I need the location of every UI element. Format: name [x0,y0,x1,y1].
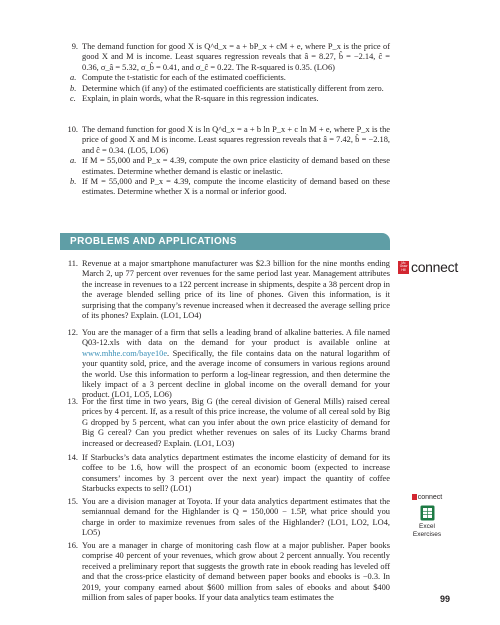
question-10 [60,125,390,198]
question-text: For the first time in two years, Big G (the cereal division of General Mills) raised cereal prices by 4 percent. If, as a result of this price increase, the volume of all cereal sold by Big G dropped by 5 percent, what can you infer about the own price elasticity of demand for Big G cereal? Can you predict whether revenues on sales of its Lucky Charms brand increased or decreased? Explain. (LO1, LO3) [82,397,390,448]
question-9 [60,42,390,104]
page-number: 99 [440,594,451,604]
question-text: The demand function for good X is ln Q^d_x = a + b ln P_x + c ln M + e, where P_x is the price of good X and M is income. Least squares regression reveals that â = 7.42, b̂ = −2.18, and ĉ = 0.34. (LO5, LO6) [82,125,390,155]
question-number: 15. [67,497,78,506]
section-banner [60,233,390,250]
question-16 [60,541,390,603]
question-text: If Starbucks’s data analytics department estimates the income elasticity of demand for its coffee to be 1.6, how will the prospect of an economic boom (expected to increase consumers’ incomes by 3 percent over the next year) impact the quantity of coffee Starbucks expects to sell? (LO1) [82,453,390,494]
question-13 [60,397,390,449]
subquestion-b: b. If M = 55,000 and P_x = 4.39, compute the income elasticity of demand based on these estimates. Determine whether X is a normal or inferior good. [70,177,390,197]
question-text: The demand function for good X is Q^d_x = a + bP_x + cM + e, where P_x is the price of good X and M is income. Least squares regression reveals that â = 8.27, b̂ = −2.14, ĉ = 0.36, σ_â = 5.32, σ_b̂ = 0.41, and σ_ĉ = 0.22. The R-squared is 0.35. (LO6) [82,42,390,72]
subquestion-c: c. Explain, in plain words, what the R-square in this regression indicates. [70,94,319,104]
question-number: 9. [71,42,78,51]
question-number: 11. [67,259,78,268]
question-text: Revenue at a major smartphone manufacturer was $2.3 billion for the nine months ending March 2, up 77 percent over revenues for the same period last year. Management attributes the increase in revenues to a 122 percent increase in shipments, despite a 38 percent drop in the average blended selling price of its line of phones. Given this information, is it surprising that the company’s revenue increased when it decreased the average selling price of its phones? Explain. (LO1, LO4) [82,259,390,321]
excel-label-line1: Excel [419,523,435,530]
question-12 [60,328,390,401]
connect-wordmark: connect [411,259,458,275]
connect-mini-logo: connect [402,494,452,502]
mcgraw-hill-icon: Mc Graw Hill [398,261,409,274]
section-title: PROBLEMS AND APPLICATIONS [70,236,237,247]
question-14 [60,453,390,495]
question-text: You are a division manager at Toyota. If your data analytics department estimates that the semiannual demand for the Highlander is Q = 150,000 − 1.5P, what price should you charge in order to maximize revenues from sales of the Highlander? (LO1, LO2, LO4, LO5) [82,497,390,538]
question-15 [60,497,390,539]
mcgraw-hill-icon [412,494,417,500]
excel-icon [420,505,435,521]
question-text: You are a manager in charge of monitoring cash flow at a major publisher. Paper books comprise 40 percent of your revenues, which grow about 2 percent annually. You recently received a preliminary report that suggests the growth rate in ebook reading has leveled off and that the cross-price elasticity of demand between paper books and ebooks is −0.3. In 2019, your company earned about $600 million from sales of ebooks and about $400 million from sales of paper books. If your data analytics team estimates the [82,541,390,603]
question-number: 16. [67,541,78,550]
question-number: 13. [67,397,78,406]
textbook-website-link[interactable]: www.mhhe.com/baye10e [82,348,168,358]
question-number: 10. [67,125,78,134]
question-11 [60,259,390,321]
excel-exercises-badge [402,494,452,538]
question-text: You are the manager of a firm that sells a leading brand of alkaline batteries. A file named Q03-12.xls with data on the demand for your product is available online at www.mhhe.com/baye10e. Specifically, the file contains data on the natural logarithm of your quantity sold, price, and the average income of consumers in various regions around the world. Use this information to perform a log-linear regression, and then determine the likely impact of a 3 percent decline in global income on the overall demand for your product. (LO1, LO5, LO6) [82,328,390,400]
question-number: 12. [67,328,78,337]
question-number: 14. [67,453,78,462]
excel-label-line2: Exercises [412,530,442,538]
subquestion-b: b. Determine which (if any) of the estimated coefficients are statistically different from zero. [70,83,384,93]
subquestion-a: a. If M = 55,000 and P_x = 4.39, compute the own price elasticity of demand based on these estimates. Determine whether demand is elastic or inelastic. [70,156,390,176]
subquestion-a: a. Compute the t-statistic for each of the estimated coefficients. [70,73,286,83]
connect-logo [398,261,468,275]
